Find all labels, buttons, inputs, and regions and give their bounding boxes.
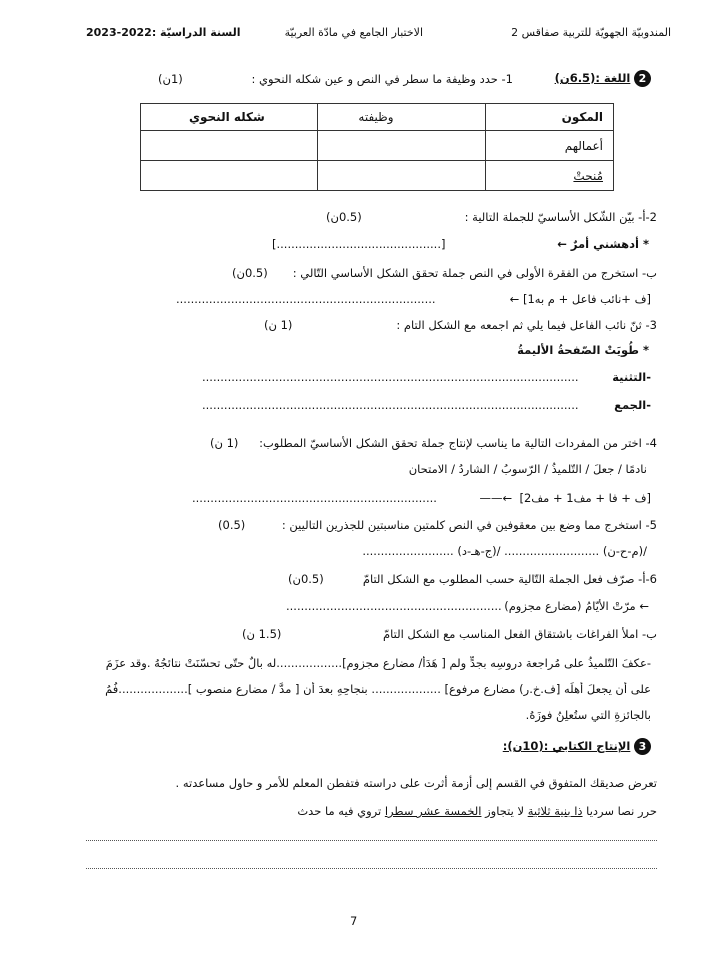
question-2a-answer-line: [.............................................] [272, 237, 446, 251]
writing-prompt-part: تروي فيه ما حدث [297, 804, 385, 818]
writing-answer-line [86, 840, 657, 841]
page-number: 7 [350, 914, 358, 928]
question-4-form-text: [ف + فا + مف1 + مف2] [519, 491, 651, 505]
question-6a-sentence: ← مرّتْ الأيّامُ (مضارع مجزوم) [504, 599, 649, 613]
question-4-form [476, 491, 651, 505]
question-6b-text-line-2: على أن يجعلَ أهلَه [ف.خ.ر) مضارع مرفوع] ................... بنجاحِهِ بعدَ أن [ مدَّ / مضارع منصوب ]...................فُمُ [105, 682, 651, 696]
question-3-dual-line: ....................................................................................................... [202, 370, 579, 384]
table-header-cell: وظيفته [318, 104, 485, 131]
question-6a-text: 6-أ- صرّف فعل الجملة التّالية حسب المطلوب مع الشكل التامّ [362, 572, 657, 586]
writing-prompt-part: لا يتجاوز [481, 804, 528, 818]
question-2a-text: 2-أ- بيّن الشّكل الأساسيّ للجملة التالية : [464, 210, 657, 224]
writing-prompt-emphasis: الخمسة عشر سطرا [384, 804, 482, 818]
question-6b-text-line-3: بالجائزةِ التي ستُعلِنُ فوزَهُ. [525, 708, 651, 722]
table-header-row [141, 104, 614, 131]
question-5-points: (0.5) [218, 518, 246, 532]
section-language-title: اللغة :(6.5ن) [554, 71, 631, 85]
table-cell: أعمالهم [485, 131, 613, 161]
table-cell-empty [141, 131, 318, 161]
question-2b-text: ب- استخرج من الفقرة الأولى في النص جملة تحقق الشكل الأساسي التّالي : [292, 266, 657, 280]
function-form-table [140, 103, 614, 191]
question-6a-answer-line: ........................................................... [286, 599, 502, 613]
question-2b-form: [ف +نائب فاعل + م به1] ← [509, 292, 651, 306]
question-6b-points: (1.5 ن) [242, 627, 282, 641]
question-4-words: نادمًا / جعلَ / التّلميذُ / الرّسوبُ / الشاردُ / الامتحان [408, 462, 647, 476]
table-header-cell: شكله النحوي [141, 104, 318, 131]
question-1-points: (1ن) [158, 72, 183, 86]
question-3-dual-label: -التثنية [612, 370, 651, 384]
question-4-answer-line: ................................................................... [192, 491, 437, 505]
table-row [141, 131, 614, 161]
writing-prompt-emphasis: ذا بنية ثلاثية [527, 804, 583, 818]
arrow-left-icon: ←—— [475, 491, 516, 505]
question-6a-points: (0.5ن) [288, 572, 324, 586]
writing-prompt-part: حرر نصا سرديا [582, 804, 657, 818]
question-4-text: 4- اختر من المفردات التالية ما يناسب لإنتاج جملة تحقق الشكل الأساسيّ المطلوب: [259, 436, 657, 450]
writing-prompt-line-1: تعرض صديقك المتفوق في القسم إلى أزمة أثرت على دراسته فتفطن المعلم للأمر و حاول مساعدته . [175, 776, 657, 790]
table-header-cell: المكون [485, 104, 613, 131]
section-language-heading [555, 70, 651, 87]
question-3-sentence: * طُويَتْ الصّفحةُ الأليمةُ [517, 343, 649, 357]
question-3-plural-label: -الجمع [614, 398, 651, 412]
question-3-text: 3- ثنّ نائب الفاعل فيما يلي ثم اجمعه مع الشكل التام : [396, 318, 657, 332]
question-5-roots: /(م-ح-ن) .......................... /(ج-هـ-د) ......................... [362, 544, 647, 558]
table-cell-empty [318, 131, 485, 161]
header-exam-title: الاختبار الجامع في مادّة العربيّة [284, 26, 423, 39]
question-2a-sentence: * أدهشني أمرٌ ← [557, 237, 649, 251]
table-row [141, 161, 614, 191]
table-cell: مُنحتْ [485, 161, 613, 191]
writing-answer-line [86, 868, 657, 869]
writing-prompt-line-2 [297, 804, 657, 818]
header-directorate: المندوبيّة الجهويّة للتربية صفاقس 2 [511, 26, 671, 39]
table-cell-empty [318, 161, 485, 191]
table-cell-empty [141, 161, 318, 191]
question-2b-answer-line: ....................................................................... [176, 292, 436, 306]
question-3-points: (1 ن) [264, 318, 293, 332]
section-number-badge: 2 [634, 70, 651, 87]
header-school-year: السنة الدراسيّة :2022-2023 [86, 26, 241, 39]
question-1-text: 1- حدد وظيفة ما سطر في النص و عين شكله النحوي : [251, 72, 513, 86]
section-writing-heading [503, 738, 651, 755]
question-6b-text: ب- املأ الفراغات باشتقاق الفعل المناسب مع الشكل التامّ [382, 627, 657, 641]
question-2b-points: (0.5ن) [232, 266, 268, 280]
question-5-text: 5- استخرج مما وضع بين معقوفين في النص كلمتين مناسبتين للجذرين التاليين : [281, 518, 657, 532]
section-number-badge: 3 [634, 738, 651, 755]
question-3-plural-line: ....................................................................................................... [202, 398, 579, 412]
question-4-points: (1 ن) [210, 436, 239, 450]
question-6b-text-line-1: -عكفَ التّلميذُ على مُراجعة دروسِه بجدٍّ ولم [ هَدَأ/ مضارع مجزوم]..................له بالٌ حتّى تحسّنَتْ نتائجُهُ .وقد عزَمَ [105, 656, 651, 670]
section-writing-title: الإنتاج الكتابي :(10ن): [502, 739, 631, 753]
question-2a-points: (0.5ن) [326, 210, 362, 224]
